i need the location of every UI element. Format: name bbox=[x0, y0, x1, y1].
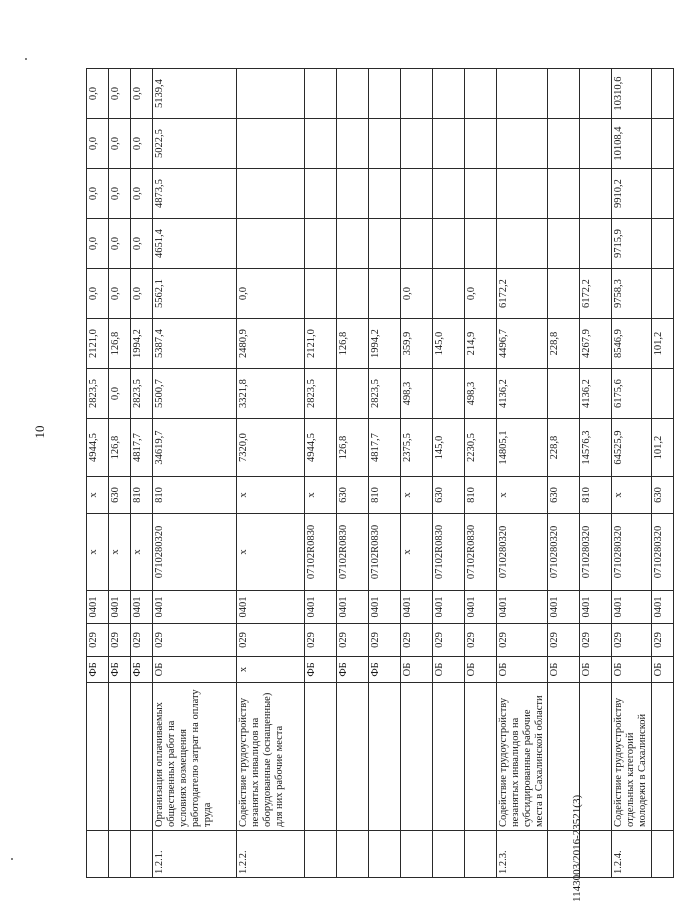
value-cell bbox=[337, 69, 369, 119]
table-body bbox=[87, 12, 674, 878]
row-number bbox=[109, 831, 131, 878]
value-cell bbox=[237, 69, 305, 119]
code-expense-type: 630 bbox=[337, 477, 369, 514]
funding-source: ФБ bbox=[369, 657, 401, 683]
value-cell bbox=[433, 369, 465, 419]
value-cell bbox=[580, 169, 612, 219]
value-cell bbox=[433, 219, 465, 269]
code-grbs: 029 bbox=[87, 624, 109, 657]
value-cell: 126,8 bbox=[337, 419, 369, 477]
code-grbs: 029 bbox=[465, 624, 497, 657]
value-cell: 10108,4 bbox=[612, 119, 652, 169]
value-cell: 0,0 bbox=[87, 119, 109, 169]
value-cell bbox=[465, 219, 497, 269]
code-target: 07102R0830 bbox=[369, 514, 401, 591]
value-cell: 0,0 bbox=[131, 119, 153, 169]
code-section: 0401 bbox=[369, 591, 401, 624]
code-section: 0401 bbox=[305, 591, 337, 624]
table-row bbox=[87, 12, 109, 878]
table-container bbox=[86, 12, 665, 878]
value-cell bbox=[305, 219, 337, 269]
value-cell: 214,9 bbox=[465, 319, 497, 369]
value-cell: 8546,9 bbox=[612, 319, 652, 369]
row-name bbox=[652, 683, 674, 831]
value-cell bbox=[652, 119, 674, 169]
value-cell: 7320,0 bbox=[237, 419, 305, 477]
code-section: 0401 bbox=[337, 591, 369, 624]
value-cell: 0,0 bbox=[87, 69, 109, 119]
value-cell bbox=[237, 119, 305, 169]
code-grbs: 029 bbox=[369, 624, 401, 657]
code-grbs: 029 bbox=[612, 624, 652, 657]
value-cell: 2480,9 bbox=[237, 319, 305, 369]
row-number bbox=[369, 831, 401, 878]
code-target: 07102R0830 bbox=[465, 514, 497, 591]
table-row bbox=[401, 12, 433, 878]
code-expense-type: 810 bbox=[131, 477, 153, 514]
code-grbs: 029 bbox=[548, 624, 580, 657]
value-cell: 4267,9 bbox=[580, 319, 612, 369]
code-section: 0401 bbox=[433, 591, 465, 624]
value-cell: 498,3 bbox=[401, 369, 433, 419]
value-cell bbox=[305, 119, 337, 169]
code-section: 0401 bbox=[87, 591, 109, 624]
value-cell: 1994,2 bbox=[369, 319, 401, 369]
value-cell bbox=[369, 269, 401, 319]
value-cell bbox=[497, 169, 548, 219]
row-name: Организация оплачиваемых общественных работ на условиях возмещения работодателю затрат на оплату труда bbox=[153, 683, 237, 831]
value-cell: 101,2 bbox=[652, 419, 674, 477]
table-row bbox=[612, 12, 652, 878]
code-target: 0710280320 bbox=[548, 514, 580, 591]
table-row bbox=[337, 12, 369, 878]
value-cell: 2230,5 bbox=[465, 419, 497, 477]
value-cell: 0,0 bbox=[109, 69, 131, 119]
code-expense-type: 630 bbox=[433, 477, 465, 514]
page-number: 10 bbox=[32, 425, 47, 439]
value-cell bbox=[369, 119, 401, 169]
row-number: 1.2.1. bbox=[153, 831, 237, 878]
value-cell bbox=[548, 269, 580, 319]
row-number bbox=[305, 831, 337, 878]
value-cell: 2823,5 bbox=[131, 369, 153, 419]
value-cell: 1994,2 bbox=[131, 319, 153, 369]
value-cell: 0,0 bbox=[109, 269, 131, 319]
value-cell bbox=[337, 169, 369, 219]
value-cell bbox=[465, 169, 497, 219]
value-cell bbox=[369, 69, 401, 119]
value-cell: 4136,2 bbox=[580, 369, 612, 419]
value-cell bbox=[369, 219, 401, 269]
value-cell: 0,0 bbox=[109, 219, 131, 269]
value-cell: 359,9 bbox=[401, 319, 433, 369]
code-target: x bbox=[131, 514, 153, 591]
table-row bbox=[305, 12, 337, 878]
code-target: x bbox=[87, 514, 109, 591]
code-target: x bbox=[401, 514, 433, 591]
value-cell: 0,0 bbox=[465, 269, 497, 319]
row-name: Содействие трудоустройству незанятых инвалидов на оборудованные (оснащенные) для них рабочие места bbox=[237, 683, 305, 831]
code-grbs: 029 bbox=[497, 624, 548, 657]
value-cell: 4873,5 bbox=[153, 169, 237, 219]
value-cell bbox=[433, 69, 465, 119]
code-section: 0401 bbox=[109, 591, 131, 624]
funding-source: ФБ bbox=[337, 657, 369, 683]
value-cell: 5562,1 bbox=[153, 269, 237, 319]
value-cell bbox=[652, 169, 674, 219]
table-row bbox=[109, 12, 131, 878]
value-cell: 2823,5 bbox=[369, 369, 401, 419]
row-number bbox=[433, 831, 465, 878]
funding-source: ОБ bbox=[433, 657, 465, 683]
value-cell bbox=[497, 119, 548, 169]
value-cell: 34619,7 bbox=[153, 419, 237, 477]
rotated-page bbox=[86, 12, 665, 878]
row-number bbox=[465, 831, 497, 878]
row-name bbox=[87, 683, 109, 831]
value-cell bbox=[548, 219, 580, 269]
row-name: Содействие трудоустройству отдельных категорий молодежи в Сахалинской bbox=[612, 683, 652, 831]
value-cell: 4817,7 bbox=[131, 419, 153, 477]
value-cell: 126,8 bbox=[109, 419, 131, 477]
scan-speck bbox=[11, 858, 13, 860]
table-row bbox=[497, 12, 548, 878]
code-expense-type: 630 bbox=[548, 477, 580, 514]
code-section: 0401 bbox=[548, 591, 580, 624]
row-name bbox=[465, 683, 497, 831]
value-cell: 2375,5 bbox=[401, 419, 433, 477]
code-expense-type: 810 bbox=[465, 477, 497, 514]
value-cell: 0,0 bbox=[109, 169, 131, 219]
value-cell: 4817,7 bbox=[369, 419, 401, 477]
value-cell: 0,0 bbox=[87, 169, 109, 219]
value-cell: 498,3 bbox=[465, 369, 497, 419]
code-section: 0401 bbox=[153, 591, 237, 624]
value-cell bbox=[548, 69, 580, 119]
code-target: 0710280320 bbox=[580, 514, 612, 591]
value-cell bbox=[548, 169, 580, 219]
value-cell: 5022,5 bbox=[153, 119, 237, 169]
value-cell: 5500,7 bbox=[153, 369, 237, 419]
value-cell: 2121,0 bbox=[87, 319, 109, 369]
funding-source: ОБ bbox=[497, 657, 548, 683]
value-cell bbox=[305, 169, 337, 219]
code-grbs: 029 bbox=[337, 624, 369, 657]
value-cell bbox=[237, 169, 305, 219]
row-name bbox=[305, 683, 337, 831]
funding-source: ОБ bbox=[465, 657, 497, 683]
value-cell: 9910,2 bbox=[612, 169, 652, 219]
value-cell bbox=[580, 219, 612, 269]
value-cell bbox=[652, 369, 674, 419]
row-number: 1.2.2. bbox=[237, 831, 305, 878]
code-target: 07102R0830 bbox=[337, 514, 369, 591]
value-cell: 0,0 bbox=[131, 219, 153, 269]
table-row bbox=[131, 12, 153, 878]
code-target: 0710280320 bbox=[612, 514, 652, 591]
code-target: x bbox=[237, 514, 305, 591]
value-cell: 0,0 bbox=[109, 369, 131, 419]
code-expense-type: 630 bbox=[652, 477, 674, 514]
funding-source: ОБ bbox=[612, 657, 652, 683]
value-cell: 145,0 bbox=[433, 319, 465, 369]
scan-speck bbox=[25, 58, 27, 60]
code-expense-type: x bbox=[305, 477, 337, 514]
code-section: 0401 bbox=[612, 591, 652, 624]
table-row bbox=[433, 12, 465, 878]
value-cell: 14805,1 bbox=[497, 419, 548, 477]
funding-source: ОБ bbox=[652, 657, 674, 683]
row-name: Содействие трудоустройству незанятых инвалидов на субсидированные рабочие места в Сахалинской области bbox=[497, 683, 548, 831]
value-cell bbox=[580, 69, 612, 119]
value-cell: 126,8 bbox=[337, 319, 369, 369]
value-cell: 101,2 bbox=[652, 319, 674, 369]
code-section: 0401 bbox=[652, 591, 674, 624]
funding-source: ОБ bbox=[153, 657, 237, 683]
value-cell: 0,0 bbox=[237, 269, 305, 319]
funding-source: ОБ bbox=[401, 657, 433, 683]
value-cell: 4136,2 bbox=[497, 369, 548, 419]
budget-table bbox=[86, 11, 674, 878]
row-number bbox=[87, 831, 109, 878]
value-cell bbox=[337, 219, 369, 269]
value-cell bbox=[401, 169, 433, 219]
funding-source: ФБ bbox=[305, 657, 337, 683]
value-cell: 9758,3 bbox=[612, 269, 652, 319]
value-cell bbox=[337, 369, 369, 419]
value-cell: 4651,4 bbox=[153, 219, 237, 269]
funding-source: ФБ bbox=[109, 657, 131, 683]
value-cell bbox=[465, 119, 497, 169]
row-name bbox=[109, 683, 131, 831]
value-cell: 0,0 bbox=[109, 119, 131, 169]
table-row bbox=[153, 12, 237, 878]
value-cell: 6172,2 bbox=[497, 269, 548, 319]
value-cell: 14576,3 bbox=[580, 419, 612, 477]
funding-source: ФБ bbox=[87, 657, 109, 683]
row-name bbox=[369, 683, 401, 831]
value-cell bbox=[652, 69, 674, 119]
value-cell bbox=[580, 119, 612, 169]
value-cell: 0,0 bbox=[131, 69, 153, 119]
value-cell: 0,0 bbox=[87, 269, 109, 319]
table-row bbox=[369, 12, 401, 878]
table-row bbox=[237, 12, 305, 878]
value-cell: 4944,5 bbox=[305, 419, 337, 477]
row-name bbox=[337, 683, 369, 831]
row-name bbox=[131, 683, 153, 831]
code-grbs: 029 bbox=[109, 624, 131, 657]
value-cell: 2823,5 bbox=[87, 369, 109, 419]
value-cell: 2121,0 bbox=[305, 319, 337, 369]
value-cell: 5387,4 bbox=[153, 319, 237, 369]
row-number: 1.2.3. bbox=[497, 831, 548, 878]
code-expense-type: x bbox=[401, 477, 433, 514]
code-expense-type: x bbox=[612, 477, 652, 514]
value-cell bbox=[369, 169, 401, 219]
value-cell bbox=[465, 69, 497, 119]
code-expense-type: x bbox=[87, 477, 109, 514]
row-number bbox=[652, 831, 674, 878]
value-cell bbox=[337, 119, 369, 169]
code-grbs: 029 bbox=[131, 624, 153, 657]
code-expense-type: 630 bbox=[109, 477, 131, 514]
code-grbs: 029 bbox=[305, 624, 337, 657]
value-cell bbox=[433, 119, 465, 169]
code-expense-type: 810 bbox=[580, 477, 612, 514]
code-expense-type: x bbox=[237, 477, 305, 514]
value-cell: 10310,6 bbox=[612, 69, 652, 119]
value-cell bbox=[305, 269, 337, 319]
value-cell: 228,8 bbox=[548, 319, 580, 369]
value-cell: 228,8 bbox=[548, 419, 580, 477]
value-cell bbox=[433, 169, 465, 219]
value-cell: 3321,8 bbox=[237, 369, 305, 419]
value-cell: 9715,9 bbox=[612, 219, 652, 269]
value-cell bbox=[401, 219, 433, 269]
value-cell bbox=[548, 119, 580, 169]
code-section: 0401 bbox=[401, 591, 433, 624]
code-grbs: 029 bbox=[153, 624, 237, 657]
code-expense-type: 810 bbox=[369, 477, 401, 514]
code-target: 0710280320 bbox=[153, 514, 237, 591]
code-section: 0401 bbox=[131, 591, 153, 624]
value-cell: 64525,9 bbox=[612, 419, 652, 477]
value-cell bbox=[237, 219, 305, 269]
code-grbs: 029 bbox=[401, 624, 433, 657]
value-cell: 4944,5 bbox=[87, 419, 109, 477]
code-grbs: 029 bbox=[580, 624, 612, 657]
value-cell bbox=[433, 269, 465, 319]
value-cell: 4496,7 bbox=[497, 319, 548, 369]
code-expense-type: 810 bbox=[153, 477, 237, 514]
value-cell: 0,0 bbox=[131, 269, 153, 319]
code-expense-type: x bbox=[497, 477, 548, 514]
value-cell bbox=[305, 69, 337, 119]
code-section: 0401 bbox=[237, 591, 305, 624]
value-cell bbox=[548, 369, 580, 419]
code-target: 07102R0830 bbox=[305, 514, 337, 591]
row-name bbox=[401, 683, 433, 831]
value-cell bbox=[652, 269, 674, 319]
code-grbs: 029 bbox=[237, 624, 305, 657]
code-section: 0401 bbox=[497, 591, 548, 624]
value-cell: 2823,5 bbox=[305, 369, 337, 419]
code-grbs: 029 bbox=[652, 624, 674, 657]
value-cell: 0,0 bbox=[131, 169, 153, 219]
value-cell: 5139,4 bbox=[153, 69, 237, 119]
value-cell bbox=[497, 69, 548, 119]
row-number: 1.2.4. bbox=[612, 831, 652, 878]
code-target: x bbox=[109, 514, 131, 591]
code-section: 0401 bbox=[580, 591, 612, 624]
code-target: 0710280320 bbox=[497, 514, 548, 591]
funding-source: ФБ bbox=[131, 657, 153, 683]
row-number bbox=[337, 831, 369, 878]
table-row bbox=[652, 12, 674, 878]
value-cell: 126,8 bbox=[109, 319, 131, 369]
code-target: 07102R0830 bbox=[433, 514, 465, 591]
value-cell: 6172,2 bbox=[580, 269, 612, 319]
code-grbs: 029 bbox=[433, 624, 465, 657]
value-cell: 0,0 bbox=[87, 219, 109, 269]
value-cell: 145,0 bbox=[433, 419, 465, 477]
value-cell: 6175,6 bbox=[612, 369, 652, 419]
row-number bbox=[131, 831, 153, 878]
row-number bbox=[401, 831, 433, 878]
code-target: 0710280320 bbox=[652, 514, 674, 591]
value-cell bbox=[401, 119, 433, 169]
document-footer-code: 1143003/2016-23521(3) bbox=[571, 794, 583, 902]
value-cell bbox=[652, 219, 674, 269]
value-cell bbox=[497, 219, 548, 269]
value-cell bbox=[401, 69, 433, 119]
funding-source: x bbox=[237, 657, 305, 683]
funding-source: ОБ bbox=[580, 657, 612, 683]
funding-source: ОБ bbox=[548, 657, 580, 683]
value-cell bbox=[337, 269, 369, 319]
value-cell: 0,0 bbox=[401, 269, 433, 319]
row-name bbox=[433, 683, 465, 831]
table-row bbox=[465, 12, 497, 878]
code-section: 0401 bbox=[465, 591, 497, 624]
